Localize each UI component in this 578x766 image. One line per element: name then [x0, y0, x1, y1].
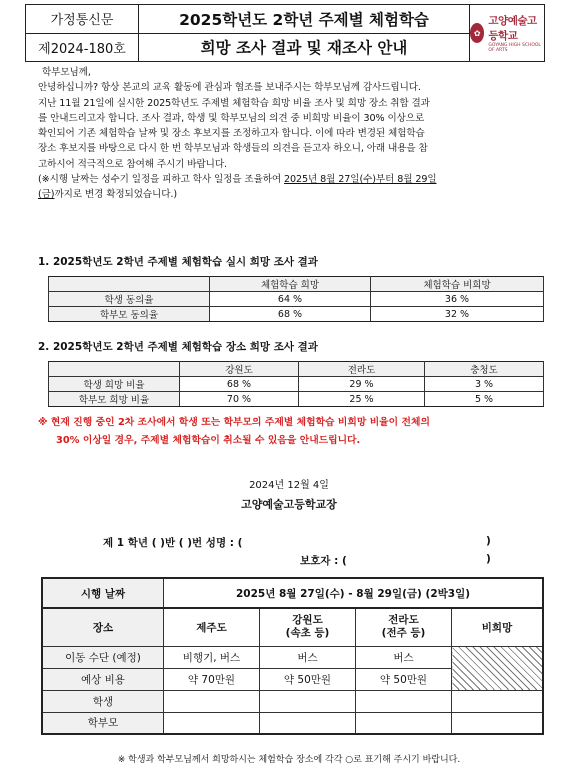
guardian-info-close: ): [486, 553, 491, 565]
intro-line: 를 안내드리고자 합니다. 조사 결과, 학생 및 학부모님의 의견 중 비희망 비율이 30% 이상으로: [38, 112, 425, 124]
table-header: 전라도: [299, 362, 425, 377]
table-cell: 3 %: [425, 377, 544, 392]
schedule-note: [38, 172, 548, 187]
parent-choice-jeolla[interactable]: [356, 712, 452, 734]
table-cell: 약 70만원: [164, 668, 260, 690]
footnote: ※ 학생과 학부모님께서 희망하시는 체험학습 장소에 각각 ○로 표기해 주시기 바랍니다.: [117, 755, 461, 765]
place-jeolla-detail: (전주 등): [381, 627, 426, 640]
issue-date: 2024년 12월 4일: [249, 480, 329, 491]
warning-line: ※ 현재 진행 중인 2차 조사에서 학생 또는 학부모의 주제별 체험학습 비희망 비율이 전체의: [38, 417, 430, 428]
place-label: 장소: [42, 608, 164, 646]
logo-school-name-en: GOYANG HIGH SCHOOL OF ARTS: [488, 43, 541, 53]
intro-line: 장소 후보지를 바탕으로 다시 한 번 학부모님과 학생들의 의견을 듣고자 하오니, 아래 내용을 참: [38, 143, 428, 155]
section-2-title: 2. 2025학년도 2학년 주제별 체험학습 장소 희망 조사 결과: [38, 341, 318, 353]
principal-signature: 고양예술고등학교장: [241, 498, 337, 511]
table-header: 체험학습 비희망: [371, 277, 544, 292]
schedule-note-end: 까지로 변경 확정되었습니다.): [54, 189, 177, 201]
table-cell: 약 50만원: [260, 668, 356, 690]
table-header: 충청도: [425, 362, 544, 377]
schedule-dates: 2025년 8월 27일(수)부터 8월 29일: [284, 174, 437, 186]
student-choice-jeolla[interactable]: [356, 690, 452, 712]
table-cell: 약 50만원: [356, 668, 452, 690]
warning-line: 30% 이상일 경우, 주제별 체험학습이 취소될 수 있음을 안내드립니다.: [56, 435, 361, 446]
table-cell: 68 %: [180, 377, 299, 392]
survey-response-table: [41, 577, 544, 735]
header-meta: [26, 5, 139, 61]
place-none: 비희망: [452, 608, 544, 646]
place-gangwon-detail: (속초 등): [285, 627, 330, 640]
location-survey-table: [48, 361, 544, 407]
table-row: [49, 307, 544, 322]
table-cell: 버스: [260, 646, 356, 668]
table-cell: 버스: [356, 646, 452, 668]
place-gangwon: [260, 608, 356, 646]
table-header: [49, 277, 210, 292]
student-info-line: [103, 535, 242, 550]
guardian-info-label: 보호자 : (: [300, 555, 347, 567]
parent-choice-gangwon[interactable]: [260, 712, 356, 734]
table-row: [49, 377, 544, 392]
schedule-note-text: (※시행 날짜는 성수기 일정을 피하고 학사 일정을 조율하여: [38, 174, 285, 186]
student-row-label: 학생: [42, 690, 164, 712]
parent-choice-none[interactable]: [452, 712, 544, 734]
student-info-close: ): [486, 535, 491, 547]
cancellation-warning: [38, 414, 548, 450]
header-title: [139, 5, 470, 61]
student-choice-jeju[interactable]: [164, 690, 260, 712]
table-row: [49, 392, 544, 407]
student-info-label: 제 1 학년 ( )반 ( )번 성명 : (: [103, 537, 243, 549]
intro-line: 안녕하십니까? 항상 본교의 교육 활동에 관심과 협조를 보내주시는 학부모님께 감사드립니다.: [38, 82, 421, 94]
school-logo: [470, 5, 544, 61]
document-header: [25, 4, 545, 62]
table-header: [49, 362, 180, 377]
row-label: 학생 희망 비율: [49, 377, 180, 392]
row-label: 학생 동의율: [49, 292, 210, 307]
date-value: 2025년 8월 27일(수) - 8월 29일(금) (2박3일): [164, 578, 544, 608]
cost-label: 예상 비용: [42, 668, 164, 690]
student-choice-gangwon[interactable]: [260, 690, 356, 712]
table-row: [49, 292, 544, 307]
intro-line: 고하시어 적극적으로 참여해 주시기 바랍니다.: [38, 158, 227, 170]
intro-paragraph: [38, 65, 548, 203]
intro-line: 확인되어 기존 체험학습 날짜 및 장소 후보지를 조정하고자 합니다. 이에 따라 변경된 체험학습: [38, 128, 425, 140]
date-label: 시행 날짜: [42, 578, 164, 608]
table-cell: 5 %: [425, 392, 544, 407]
table-cell: 36 %: [371, 292, 544, 307]
table-cell: 32 %: [371, 307, 544, 322]
hatched-cell: [452, 646, 544, 690]
title-line-1: 2025학년도 2학년 주제별 체험학습: [139, 5, 469, 34]
row-label: 학부모 희망 비율: [49, 392, 180, 407]
table-cell: 68 %: [210, 307, 371, 322]
parent-choice-jeju[interactable]: [164, 712, 260, 734]
document-number: 제2024-180호: [38, 41, 126, 57]
transport-label: 이동 수단 (예정): [42, 646, 164, 668]
row-label: 학부모 동의율: [49, 307, 210, 322]
notice-category: 가정통신문: [26, 5, 138, 34]
place-jeju: 제주도: [164, 608, 260, 646]
intro-line: 지난 11월 21일에 실시한 2025학년도 주제별 체험학습 희망 비율 조사 및 희망 장소 취합 결과: [38, 97, 430, 109]
school-emblem-icon: ✿: [470, 23, 484, 43]
participation-survey-table: [48, 276, 544, 322]
schedule-dates-end: (금): [38, 189, 55, 201]
section-1-title: 1. 2025학년도 2학년 주제별 체험학습 실시 희망 조사 결과: [38, 256, 318, 268]
table-cell: 64 %: [210, 292, 371, 307]
table-cell: 70 %: [180, 392, 299, 407]
student-choice-none[interactable]: [452, 690, 544, 712]
logo-school-name: 고양예술고등학교: [488, 15, 537, 42]
table-header: 강원도: [180, 362, 299, 377]
table-cell: 29 %: [299, 377, 425, 392]
greeting: 학부모님께,: [42, 67, 91, 78]
parent-row-label: 학부모: [42, 712, 164, 734]
table-header: 체험학습 희망: [210, 277, 371, 292]
title-line-2: 희망 조사 결과 및 재조사 안내: [200, 39, 408, 58]
place-jeolla: [356, 608, 452, 646]
place-gangwon-name: 강원도: [292, 614, 323, 627]
table-cell: 비행기, 버스: [164, 646, 260, 668]
table-cell: 25 %: [299, 392, 425, 407]
place-jeolla-name: 전라도: [388, 614, 419, 627]
